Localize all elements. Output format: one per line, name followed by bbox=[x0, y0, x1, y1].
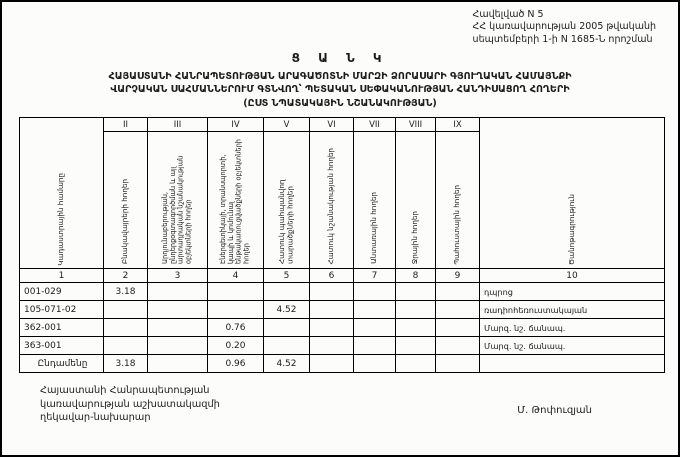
total-value-cell: 0.96 bbox=[208, 355, 264, 373]
column-number: 6 bbox=[310, 269, 354, 283]
header-cadastre-number-label: Կադաստրային համարը bbox=[56, 172, 66, 266]
header-industrial-lands: Արդյունաբերության, ընդերքօգտագործման և այլ արտադրական նշանակության օբյեկտների հողեր bbox=[148, 132, 208, 269]
table-cell bbox=[148, 319, 208, 337]
header-water-lands: Ջրային հողեր bbox=[396, 132, 436, 269]
subtitle-line: ՎԱՐՉԱԿԱՆ ՍԱՀՄԱՆՆԵՐՈՒՄ ԳՏՆՎՈՂ՝ ՊԵՏԱԿԱՆ ՍԵՓԱԿԱՆՈՒԹՅԱՆ ՀԱՆԴԻՍԱՑՈՂ ՀՈՂԵՐԻ bbox=[110, 84, 570, 96]
column-number: 2 bbox=[104, 269, 148, 283]
header-note bbox=[480, 118, 665, 269]
table-cell bbox=[104, 301, 148, 319]
signatory-title-block bbox=[40, 384, 220, 424]
note-cell: Մարզ. նշ. ճանապ. bbox=[480, 337, 665, 355]
total-value-cell bbox=[310, 355, 354, 373]
table-cell bbox=[310, 301, 354, 319]
table-cell bbox=[148, 301, 208, 319]
land-categories-table bbox=[19, 117, 665, 373]
table-cell bbox=[396, 337, 436, 355]
table-cell: 0.20 bbox=[208, 337, 264, 355]
table-cell bbox=[264, 337, 310, 355]
column-number: 3 bbox=[148, 269, 208, 283]
table-cell bbox=[104, 319, 148, 337]
table-row bbox=[20, 337, 665, 355]
table-cell bbox=[310, 283, 354, 301]
table-cell bbox=[264, 319, 310, 337]
cadastre-code-cell: 105-071-02 bbox=[20, 301, 104, 319]
roman-numeral: IV bbox=[208, 118, 264, 132]
column-number: 5 bbox=[264, 269, 310, 283]
roman-numeral: II bbox=[104, 118, 148, 132]
table-cell bbox=[310, 319, 354, 337]
table-cell bbox=[208, 301, 264, 319]
table-cell bbox=[208, 283, 264, 301]
signatory-line: կառավարության աշխատակազմի bbox=[40, 398, 220, 410]
header-infrastructure-lands: Էներգետիկայի, տրանսպորտի, կապի և կոմունալ ենթակառուցվածքների օբյեկտների հողեր bbox=[208, 132, 264, 269]
column-number: 1 bbox=[20, 269, 104, 283]
table-row bbox=[20, 283, 665, 301]
document-title: Ց Ա Ն Կ bbox=[291, 51, 389, 66]
column-number-row bbox=[20, 269, 665, 283]
total-value-cell bbox=[354, 355, 396, 373]
table-cell bbox=[436, 301, 480, 319]
roman-numeral-row bbox=[20, 118, 665, 132]
table-cell bbox=[264, 283, 310, 301]
column-number: 10 bbox=[480, 269, 665, 283]
appendix-line: ՀՀ կառավարության 2005 թվականի bbox=[472, 21, 656, 33]
table-cell: 4.52 bbox=[264, 301, 310, 319]
table-cell bbox=[104, 337, 148, 355]
cadastre-code-cell: 001-029 bbox=[20, 283, 104, 301]
header-cadastre-number bbox=[20, 118, 104, 269]
table-row bbox=[20, 301, 665, 319]
roman-numeral: VI bbox=[310, 118, 354, 132]
cadastre-code-cell: 363-001 bbox=[20, 337, 104, 355]
header-note-label: Ծանոթագրություն bbox=[566, 194, 576, 266]
roman-numeral: VII bbox=[354, 118, 396, 132]
total-note-cell bbox=[480, 355, 665, 373]
note-cell: ռադիոհեռուստակայան bbox=[480, 301, 665, 319]
table-cell: 0.76 bbox=[208, 319, 264, 337]
table-cell bbox=[354, 301, 396, 319]
table-cell bbox=[148, 283, 208, 301]
total-value-cell: 4.52 bbox=[264, 355, 310, 373]
total-value-cell bbox=[436, 355, 480, 373]
table-row bbox=[20, 319, 665, 337]
roman-numeral: VIII bbox=[396, 118, 436, 132]
signatory-name: Մ. Թոփուզյան bbox=[517, 405, 592, 417]
cadastre-code-cell: 362-001 bbox=[20, 319, 104, 337]
column-number: 9 bbox=[436, 269, 480, 283]
total-value-cell bbox=[396, 355, 436, 373]
roman-numeral: III bbox=[148, 118, 208, 132]
header-protected-lands: Հատուկ պահպանվող տարածքների հողեր bbox=[264, 132, 310, 269]
total-value-cell: 3.18 bbox=[104, 355, 148, 373]
table-cell bbox=[396, 301, 436, 319]
table-cell bbox=[354, 337, 396, 355]
table-cell bbox=[354, 283, 396, 301]
total-value-cell bbox=[148, 355, 208, 373]
table-cell bbox=[396, 319, 436, 337]
note-cell: Մարզ. նշ. ճանապ. bbox=[480, 319, 665, 337]
header-forest-lands: Անտառային հողեր bbox=[354, 132, 396, 269]
subtitle-line: (ԸՍՏ ՆՊԱՏԱԿԱՅԻՆ ՆՇԱՆԱԿՈՒԹՅԱՆ) bbox=[243, 97, 437, 109]
column-number: 4 bbox=[208, 269, 264, 283]
table-cell bbox=[396, 283, 436, 301]
header-special-purpose-lands: Հատուկ նշանակության հողեր bbox=[310, 132, 354, 269]
note-cell: դպրոց bbox=[480, 283, 665, 301]
table-cell: 3.18 bbox=[104, 283, 148, 301]
table-cell bbox=[310, 337, 354, 355]
header-residential-lands: Բնակավայրերի հողեր bbox=[104, 132, 148, 269]
appendix-line: Հավելված N 5 bbox=[472, 9, 544, 20]
table-cell bbox=[436, 319, 480, 337]
subtitle-line: ՀԱՅԱՍՏԱՆԻ ՀԱՆՐԱՊԵՏՈՒԹՅԱՆ ԱՐԱԳԱԾՈՏՆԻ ՄԱՐԶԻ ՁՈՐԱՍԱՐԻ ԳՅՈՒՂԱԿԱՆ ՀԱՄԱՅՆՔԻ bbox=[108, 71, 572, 83]
signatory-line: ղեկավար-նախարար bbox=[40, 411, 151, 423]
document-subtitle bbox=[2, 70, 678, 110]
signatory-line: Հայաստանի Հանրապետության bbox=[40, 385, 210, 397]
appendix-line: սեպտեմբերի 1-ի N 1685-Ն որոշման bbox=[472, 33, 653, 45]
table-cell bbox=[148, 337, 208, 355]
header-reserve-lands: Պահուստային հողեր bbox=[436, 132, 480, 269]
total-label-cell: Ընդամենը bbox=[20, 355, 104, 373]
roman-numeral: IX bbox=[436, 118, 480, 132]
table-cell bbox=[436, 283, 480, 301]
roman-numeral: V bbox=[264, 118, 310, 132]
total-row bbox=[20, 355, 665, 373]
column-number: 7 bbox=[354, 269, 396, 283]
table-cell bbox=[436, 337, 480, 355]
document-footer bbox=[40, 384, 592, 424]
table-cell bbox=[354, 319, 396, 337]
column-number: 8 bbox=[396, 269, 436, 283]
appendix-header bbox=[473, 9, 656, 46]
